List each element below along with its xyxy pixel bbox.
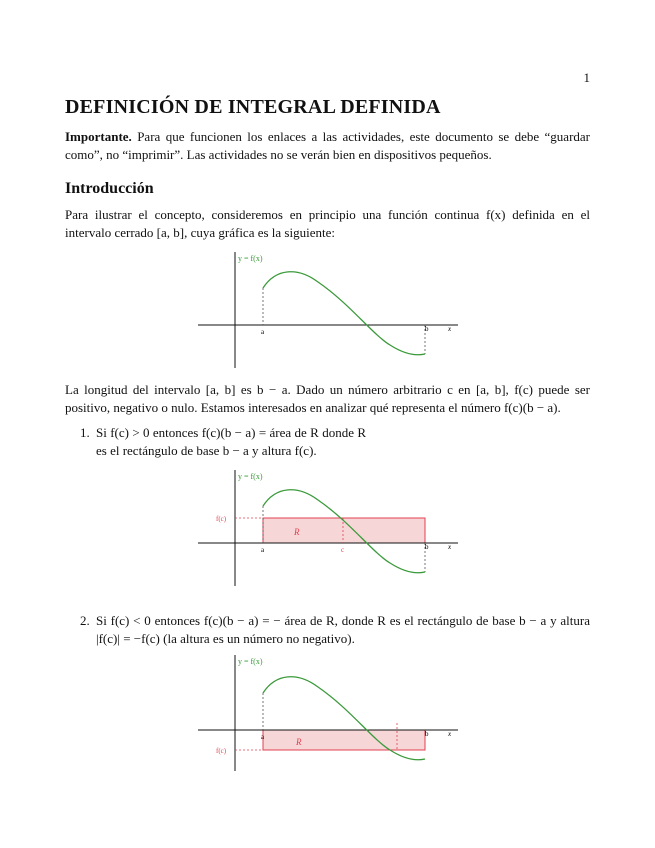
x-label: x bbox=[448, 325, 452, 333]
positive-rectangle-graph bbox=[190, 470, 465, 590]
curve-label: y = f(x) bbox=[238, 657, 263, 666]
item-text: Si f(c) < 0 entonces f(c)(b − a) = − área de R, donde R es el rectángulo de base b − a y altura |f(c)| = −f(c) (la altura es un número no negativo). bbox=[96, 613, 590, 646]
curve-label: y = f(x) bbox=[238, 472, 263, 481]
item-number: 1. bbox=[80, 425, 90, 440]
curve-label: y = f(x) bbox=[238, 254, 263, 263]
page-number: 1 bbox=[583, 70, 590, 85]
second-paragraph: La longitud del intervalo [a, b] es b − a. Dado un número arbitrario c en [a, b], f(c) puede ser positivo, negativo o nulo. Estamos interesados en analizar qué representa el número f(c)(b − a). bbox=[65, 382, 590, 415]
intro-paragraph: Para ilustrar el concepto, consideremos en principio una función continua f(x) definida en el intervalo cerrado [a, b], cuya gráfica es la siguiente: bbox=[65, 207, 590, 240]
b-label: b bbox=[425, 325, 429, 333]
function-curve bbox=[263, 272, 425, 355]
important-note bbox=[65, 128, 590, 163]
r-label: R bbox=[296, 737, 302, 747]
r-label: R bbox=[294, 527, 300, 537]
a-label: a bbox=[261, 546, 265, 554]
item-text: Si f(c) > 0 entonces f(c)(b − a) = área de R donde R es el rectángulo de base b − a y altura f(c). bbox=[96, 425, 366, 458]
x-label: x bbox=[448, 543, 452, 551]
important-label: Importante. bbox=[65, 129, 132, 144]
rectangle-r bbox=[263, 730, 425, 750]
item-number: 2. bbox=[80, 613, 90, 628]
list-item-2 bbox=[80, 612, 590, 647]
x-label: x bbox=[448, 730, 452, 738]
fc-label: f(c) bbox=[216, 747, 227, 755]
c-label: c bbox=[341, 546, 345, 554]
a-label: a bbox=[261, 733, 265, 741]
b-label: b bbox=[425, 543, 429, 551]
function-graph bbox=[190, 252, 465, 372]
list-item-1 bbox=[80, 424, 590, 459]
a-label: a bbox=[261, 328, 265, 336]
important-text: Para que funcionen los enlaces a las actividades, este documento se debe “guardar como”, no “imprimir”. Las actividades no se verán bien en dispositivos pequeños. bbox=[65, 129, 590, 162]
fc-label: f(c) bbox=[216, 515, 227, 523]
negative-rectangle-graph bbox=[190, 655, 465, 775]
document-title: DEFINICIÓN DE INTEGRAL DEFINIDA bbox=[65, 96, 441, 118]
section-title: Introducción bbox=[65, 180, 154, 197]
b-label: b bbox=[425, 730, 429, 738]
